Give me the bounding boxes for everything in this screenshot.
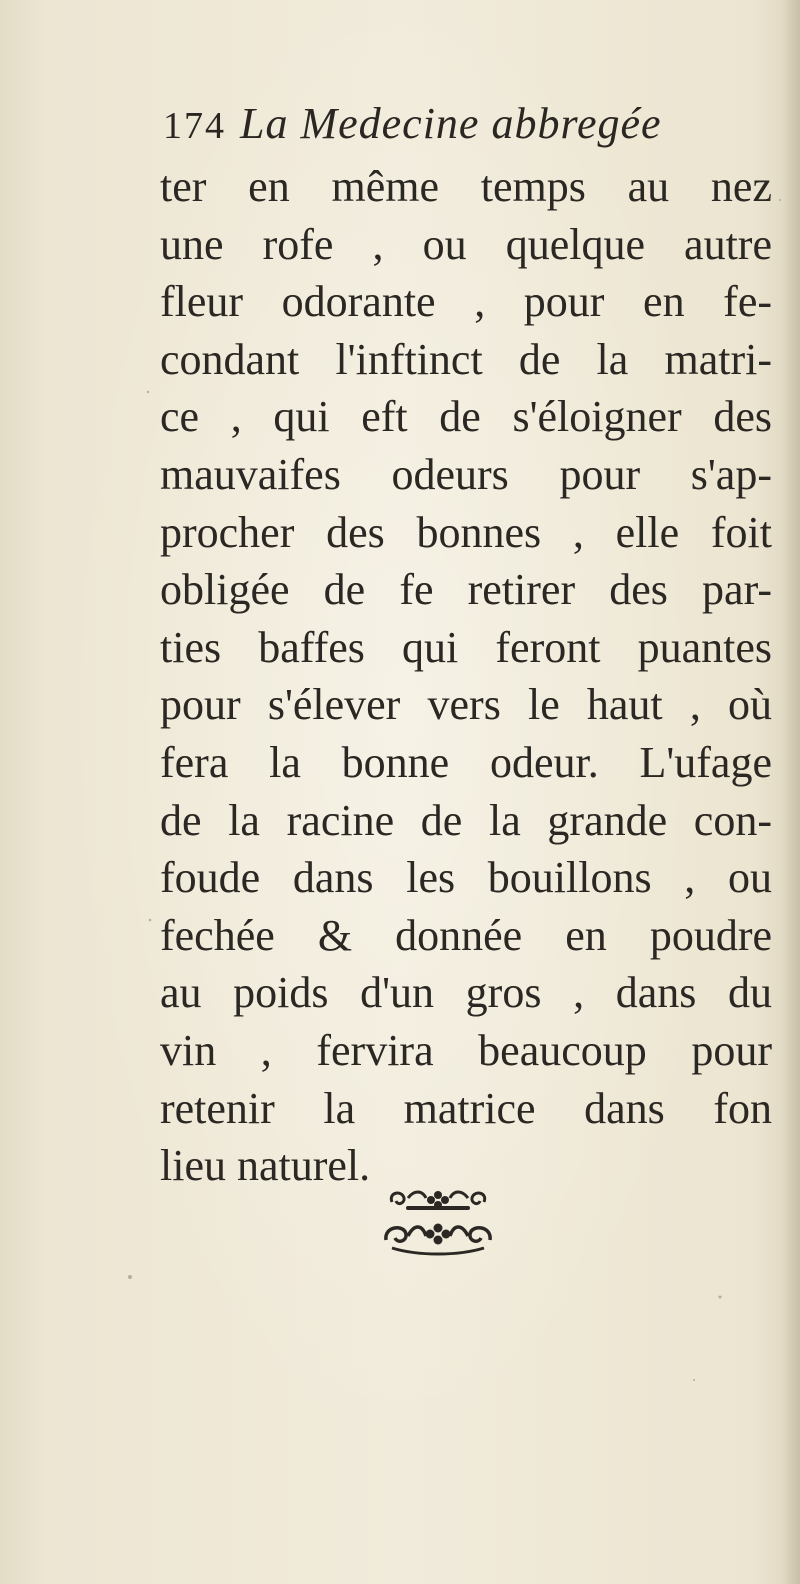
text-line: mauvaifes odeurs pour s'ap- <box>160 449 772 499</box>
text-line: au poids d'un gros , dans du <box>160 968 772 1018</box>
text-line: condant l'inftinct de la matri- <box>160 334 772 384</box>
text-line: ties baffes qui feront puantes <box>160 622 772 672</box>
page-edge-shadow <box>782 0 800 1584</box>
text-line: pour s'élever vers le haut , où <box>160 680 772 730</box>
text-line: vin , fervira beaucoup pour <box>160 1025 772 1075</box>
text-line: fechée & donnée en poudre <box>160 910 772 960</box>
text-line: fleur odorante , pour en fe- <box>160 277 772 327</box>
page-header <box>163 98 763 160</box>
page-number: 174 <box>163 105 226 147</box>
text-line: de la racine de la grande con- <box>160 795 772 845</box>
text-line: lieu naturel. <box>160 1141 371 1191</box>
body-text <box>160 158 772 1195</box>
text-line: foude dans les bouillons , ou <box>160 853 772 903</box>
text-line: procher des bonnes , elle foit <box>160 507 772 557</box>
text-line: retenir la matrice dans fon <box>160 1083 772 1133</box>
text-line: ce , qui eft de s'éloigner des <box>160 392 772 442</box>
running-title: La Medecine abbregée <box>240 99 662 148</box>
text-line: fera la bonne odeur. L'ufage <box>160 737 772 787</box>
text-line: obligée de fe retirer des par- <box>160 565 772 615</box>
text-line: ter en même temps au nez <box>160 162 772 211</box>
text-line: une rofe , ou quelque autre <box>160 219 772 269</box>
printer-fleuron-ornament-icon <box>378 1186 498 1270</box>
